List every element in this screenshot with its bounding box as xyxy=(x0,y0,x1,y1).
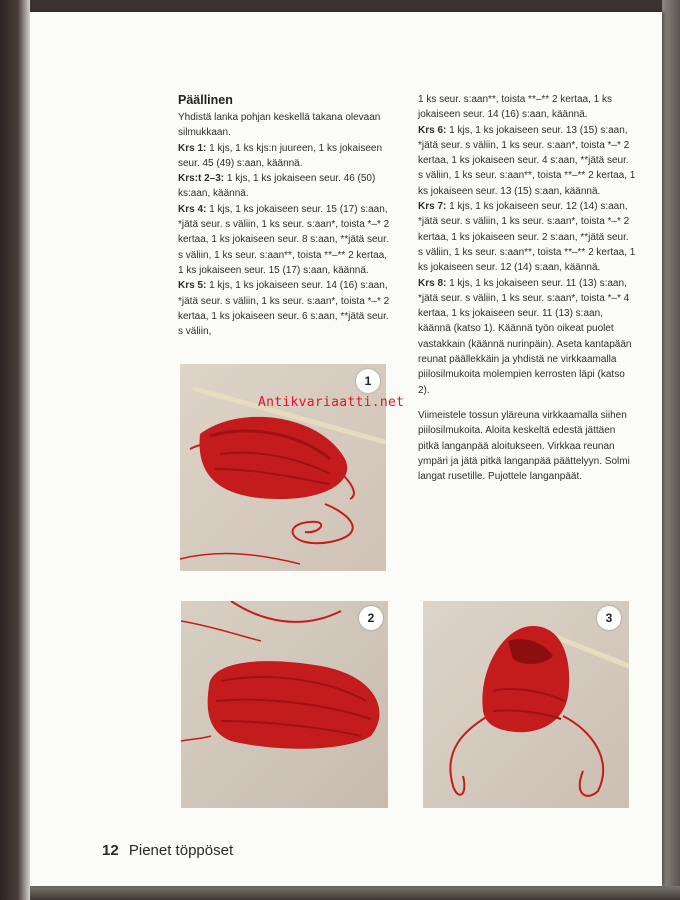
step-photo-3 xyxy=(423,601,629,808)
row-instruction: 1 ks seur. s:aan**, toista **–** 2 kertaa, 1 ks jokaiseen seur. 14 (16) s:aan, käännä. xyxy=(418,94,612,121)
row-label: Krs 6: xyxy=(418,124,447,136)
instruction-paragraph xyxy=(418,123,636,199)
book-title: Pienet töppöset xyxy=(128,842,234,859)
row-label: Krs 8: xyxy=(418,277,447,289)
row-instruction: 1 kjs, 1 ks jokaiseen seur. 14 (16) s:aan, *jätä seur. s väliin, 1 ks seur. s:aan*, toista *–* 2 kertaa, 1 ks jokaiseen seur. 6 s:aan, **jätä seur. s väliin, xyxy=(178,280,390,338)
row-instruction: 1 kjs, 1 ks jokaiseen seur. 15 (17) s:aan, *jätä seur. s väliin, 1 ks seur. s:aan*, toista *–* 2 kertaa, 1 ks jokaiseen seur. 8 s:aan, **jätä seur. s väliin, 1 ks seur. s:aan**, toista **–** 2 kertaa, 1 ks jokaiseen seur. 15 (17) s:aan, käännä. xyxy=(178,203,390,276)
watermark-text: Antikvariaatti.net xyxy=(258,395,405,410)
photo-number-badge: 2 xyxy=(359,606,383,630)
instruction-paragraph xyxy=(178,110,392,141)
row-label: Krs 7: xyxy=(418,201,447,213)
row-instruction: 1 kjs, 1 ks jokaiseen seur. 46 (50) ks:aan, käännä. xyxy=(178,173,376,200)
instruction-paragraph xyxy=(418,199,636,275)
page-number: 12 xyxy=(102,842,119,859)
instruction-paragraph xyxy=(418,276,636,398)
right-text-column xyxy=(418,92,636,484)
slipper-inside-out-illustration xyxy=(181,601,388,808)
instruction-paragraph xyxy=(178,278,392,339)
row-instruction: 1 kjs, 1 ks jokaiseen seur. 12 (14) s:aan, *jätä seur. s väliin, 1 ks seur. s:aan*, toista *–* 2 kertaa, 1 ks jokaiseen seur. 2 s:aan, **jätä seur. s väliin, 1 ks seur. s:aan**, toista **–** 2 kertaa, 1 ks jokaiseen seur. 12 (14) s:aan, käännä. xyxy=(418,201,636,274)
page-footer xyxy=(102,842,233,859)
instruction-paragraph xyxy=(178,141,392,172)
row-label: Krs 5: xyxy=(178,280,207,292)
row-instruction: Yhdistä lanka pohjan keskellä takana olevaan silmukkaan. xyxy=(178,112,381,139)
right-paragraphs xyxy=(418,92,636,398)
finishing-paragraph: Viimeistele tossun yläreuna virkkaamalla siihen piilosilmukoita. Aloita keskeltä edestä jättäen pitkä langanpää aloitukseen. Virkkaa reunan ympäri ja jätä pitkä langanpää päättelyyn. Solmi langat rusetille. Pujottele langanpäät. xyxy=(418,409,630,483)
book-bottom-edge xyxy=(30,886,680,900)
row-instruction: 1 kjs, 1 ks jokaiseen seur. 11 (13) s:aan, *jätä seur. s väliin, 1 ks seur. s:aan*, toista *–* 4 kertaa, 1 ks jokaiseen seur. 11 (13) s:aan, käännä (katso 1). Käännä työn oikeat puolet vastakkain (käännä nurinpäin). Aseta kantapään reunat päällekkäin ja yhdistä ne virkkaamalla piilosilmukoita molempien kerrosten läpi (katso 2). xyxy=(418,277,632,396)
instruction-paragraph xyxy=(178,202,392,278)
row-label: Krs:t 2–3: xyxy=(178,173,225,185)
instruction-paragraph xyxy=(178,171,392,202)
page-stack-edge xyxy=(662,0,680,900)
instruction-paragraph xyxy=(418,92,636,123)
left-text-column xyxy=(178,93,392,339)
step-photo-2 xyxy=(181,601,388,808)
finished-slipper-illustration xyxy=(423,601,629,808)
book-spine xyxy=(0,0,30,900)
row-label: Krs 4: xyxy=(178,203,207,215)
left-paragraphs xyxy=(178,110,392,339)
section-title: Päällinen xyxy=(178,93,233,107)
photo-number-badge: 3 xyxy=(597,606,621,630)
row-label: Krs 1: xyxy=(178,142,207,154)
photo-number-badge: 1 xyxy=(356,369,380,393)
row-instruction: 1 kjs, 1 ks jokaiseen seur. 13 (15) s:aan, *jätä seur. s väliin, 1 ks seur. s:aan*, toista *–* 2 kertaa, 1 ks jokaiseen seur. 4 s:aan, **jätä seur. s väliin, 1 ks seur. s:aan**, toista **–** 2 kertaa, 1 ks jokaiseen seur. 13 (15) s:aan, käännä. xyxy=(418,124,636,197)
row-instruction: 1 kjs, 1 ks kjs:n juureen, 1 ks jokaiseen seur. 45 (49) s:aan, käännä. xyxy=(178,142,382,169)
